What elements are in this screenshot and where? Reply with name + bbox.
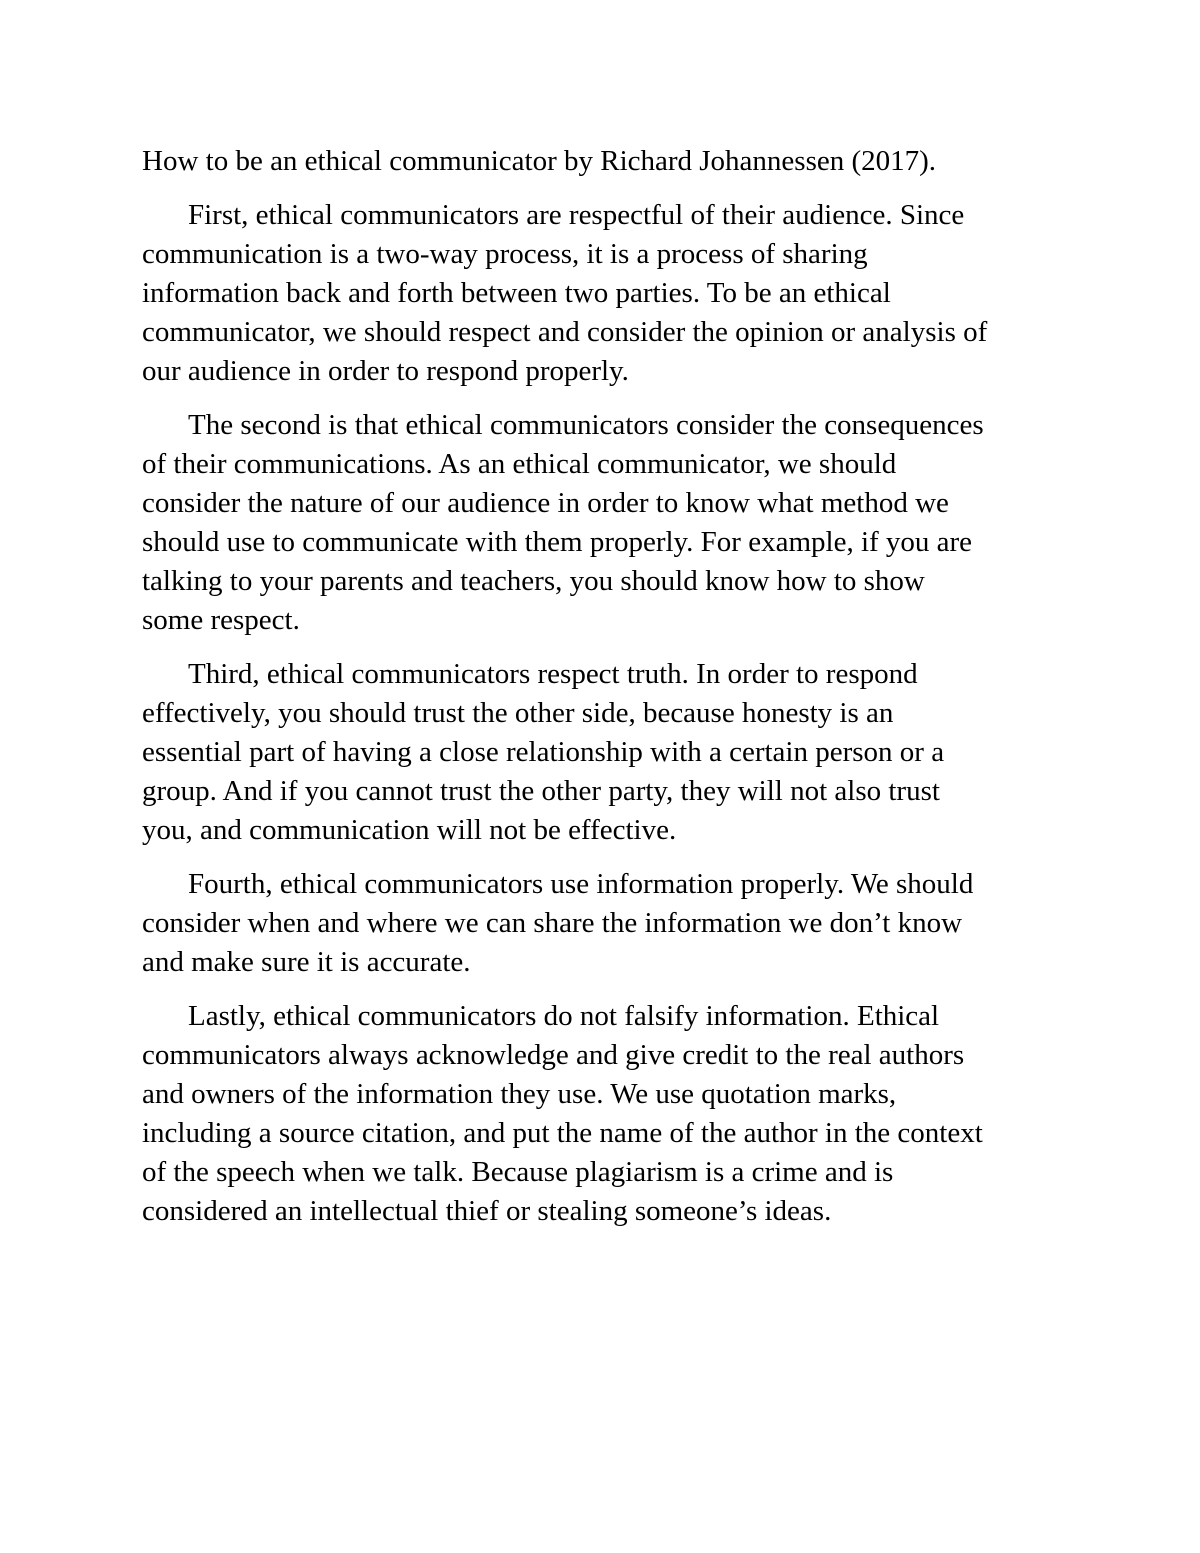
paragraph-line: of their communications. As an ethical communicator, we should (142, 448, 897, 480)
body-paragraph (142, 655, 1062, 850)
paragraph-line: communicators always acknowledge and give credit to the real authors (142, 1039, 965, 1071)
paragraph-line: consider the nature of our audience in order to know what method we (142, 487, 949, 519)
paragraph-line: Third, ethical communicators respect truth. In order to respond (188, 658, 918, 690)
paragraph-line: communicator, we should respect and consider the opinion or analysis of (142, 316, 988, 348)
paragraph-line: First, ethical communicators are respectful of their audience. Since (188, 199, 965, 231)
paragraph-line: and owners of the information they use. We use quotation marks, (142, 1078, 897, 1110)
document-body (142, 142, 1062, 1246)
paragraph-line: effectively, you should trust the other side, because honesty is an (142, 697, 894, 729)
paragraph-line: our audience in order to respond properly. (142, 355, 629, 387)
paragraph-line: talking to your parents and teachers, you should know how to show (142, 565, 925, 597)
paragraph-line: communication is a two-way process, it is a process of sharing (142, 238, 868, 270)
paragraph-line: of the speech when we talk. Because plagiarism is a crime and is (142, 1156, 894, 1188)
paragraph-line: considered an intellectual thief or stealing someone’s ideas. (142, 1195, 832, 1227)
paragraph-line: The second is that ethical communicators consider the consequences (188, 409, 984, 441)
paragraph-line: you, and communication will not be effective. (142, 814, 677, 846)
paragraph-line: essential part of having a close relationship with a certain person or a (142, 736, 945, 768)
paragraph-line: group. And if you cannot trust the other party, they will not also trust (142, 775, 940, 807)
paragraph-line: including a source citation, and put the name of the author in the context (142, 1117, 983, 1149)
paragraph-line: Lastly, ethical communicators do not falsify information. Ethical (188, 1000, 940, 1032)
paragraph-line: some respect. (142, 604, 300, 636)
paragraph-list (142, 196, 1062, 1231)
paragraph-line: information back and forth between two parties. To be an ethical (142, 277, 891, 309)
paragraph-line: should use to communicate with them properly. For example, if you are (142, 526, 973, 558)
body-paragraph (142, 406, 1062, 640)
paragraph-line: and make sure it is accurate. (142, 946, 471, 978)
body-paragraph (142, 196, 1062, 391)
body-paragraph (142, 997, 1062, 1231)
body-paragraph (142, 865, 1062, 982)
paragraph-line: consider when and where we can share the information we don’t know (142, 907, 963, 939)
paragraph-line: Fourth, ethical communicators use information properly. We should (188, 868, 974, 900)
document-title: How to be an ethical communicator by Richard Johannessen (2017). (142, 145, 937, 177)
